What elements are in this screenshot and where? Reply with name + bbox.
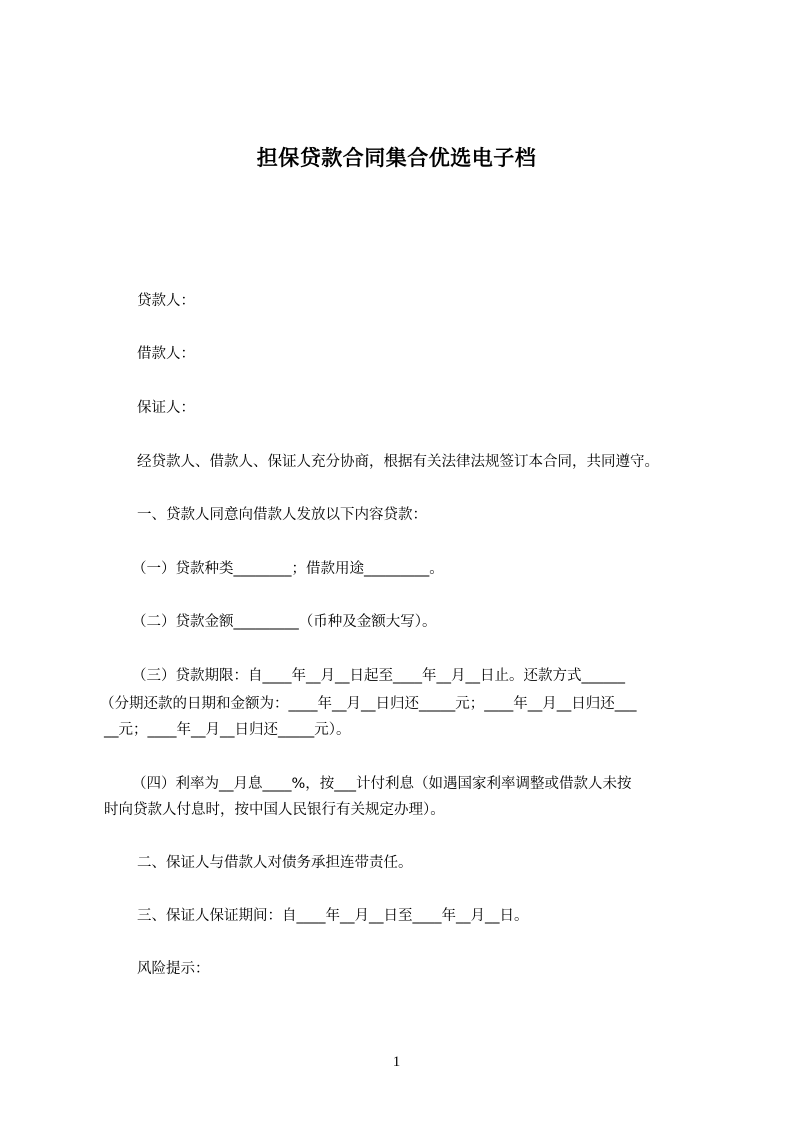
borrower-line: 借款人： bbox=[137, 346, 195, 362]
clause-1-item-4-line-2: 时向贷款人付息时，按中国人民银行有关规定办理）。 bbox=[104, 802, 445, 818]
clause-1: 一、贷款人同意向借款人发放以下内容贷款： bbox=[137, 507, 427, 523]
clause-1-item-1: （一）贷款种类________；借款用途_________。 bbox=[132, 561, 444, 577]
clause-1-item-3-line-3: __元；____年__月__日归还_____元）。 bbox=[104, 722, 351, 738]
clause-1-item-3-line-2: （分期还款的日期和金额为：____年__月__日归还_____元；____年__月__日归还___ bbox=[100, 696, 637, 712]
document-title: 担保贷款合同集合优选电子档 bbox=[256, 146, 537, 170]
intro-paragraph: 经贷款人、借款人、保证人充分协商，根据有关法律法规签订本合同，共同遵守。 bbox=[137, 454, 659, 470]
guarantor-line: 保证人： bbox=[137, 400, 195, 416]
clause-3: 三、保证人保证期间：自____年__月__日至____年__月__日。 bbox=[137, 908, 529, 924]
clause-1-item-2: （二）贷款金额_________（币种及金额大写）。 bbox=[132, 614, 437, 630]
clause-1-item-3-line-1: （三）贷款期限：自____年__月__日起至____年__月__日止。还款方式______ bbox=[132, 668, 625, 684]
risk-heading: 风险提示： bbox=[137, 961, 210, 977]
lender-line: 贷款人： bbox=[137, 293, 195, 309]
clause-1-item-4-line-1: （四）利率为__月息____%，按___计付利息（如遇国家利率调整或借款人未按 bbox=[132, 776, 632, 792]
page-number: 1 bbox=[392, 1054, 401, 1070]
clause-2: 二、保证人与借款人对债务承担连带责任。 bbox=[137, 855, 413, 871]
